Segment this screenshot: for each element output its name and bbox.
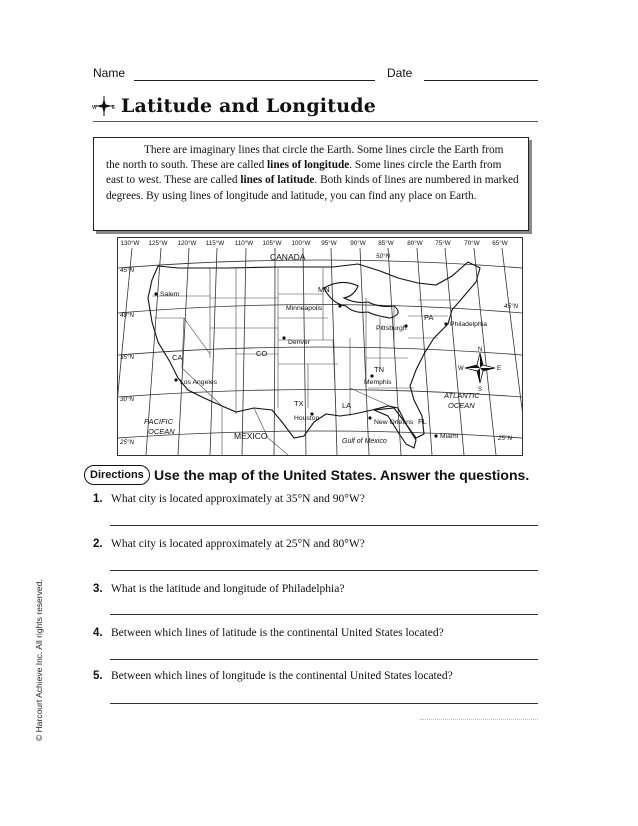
longitude-label: 95°W [321, 240, 337, 247]
state-fl: FL [418, 417, 427, 426]
city-dot-miami [434, 434, 437, 437]
city-dot-philadelphia [444, 322, 447, 325]
question-number: 1. [93, 493, 103, 505]
date-field[interactable] [424, 80, 538, 81]
longitude-line [274, 248, 275, 455]
city-philadelphia: Philadelphia [450, 321, 488, 328]
directions-badge: Directions [84, 465, 150, 485]
us-map-svg [118, 238, 522, 455]
question-number: 5. [93, 670, 103, 682]
question-4 [93, 626, 538, 640]
city-dot-new-orleans [368, 416, 371, 419]
name-label: Name [93, 66, 126, 80]
longitude-label: 110°W [234, 240, 254, 247]
intro-bold-latitude: lines of latitude [240, 174, 315, 187]
city-miami: Miami [440, 433, 459, 440]
canada-label: CANADA [270, 252, 306, 262]
longitude-label: 120°W [177, 240, 197, 247]
answer-line-5[interactable] [110, 703, 538, 704]
question-text: Between which lines of latitude is the continental United States located? [111, 627, 444, 639]
longitude-label: 70°W [464, 240, 480, 247]
longitude-label: 85°W [378, 240, 394, 247]
city-dot-los-angeles [174, 378, 177, 381]
longitude-line [178, 248, 189, 455]
state-tx: TX [294, 399, 304, 408]
pacific-label-1: PACIFIC [144, 417, 174, 426]
page-title: Latitude and Longitude [121, 95, 376, 117]
longitude-label: 90°W [350, 240, 366, 247]
atlantic-label-2: OCEAN [448, 401, 475, 410]
latitude-label-50: 50°N [376, 253, 391, 260]
longitude-line [242, 248, 246, 455]
answer-line-1[interactable] [110, 525, 538, 526]
longitude-label: 100°W [291, 240, 311, 247]
compass-n: N [478, 347, 483, 353]
city-new-orleans: New Orleans [374, 419, 414, 426]
longitude-label: 130°W [120, 240, 140, 247]
city-pittsburgh: Pittsburgh [376, 325, 407, 332]
name-field[interactable] [134, 80, 375, 81]
longitude-line [118, 248, 132, 455]
footer-faint-mark [420, 719, 538, 721]
map-compass-rose-icon [458, 347, 501, 393]
pacific-label-2: OCEAN [148, 427, 175, 436]
date-label: Date [387, 66, 413, 80]
longitude-label: 125°W [148, 240, 168, 247]
longitude-line [360, 248, 369, 455]
great-lakes [324, 282, 398, 318]
answer-line-4[interactable] [110, 659, 538, 660]
longitude-line [445, 248, 464, 455]
question-2 [93, 537, 538, 551]
intro-text-3: . Both kinds of lines are numbered in marked degrees. By using lines of longitude and latitude, you can find any place on Earth. [106, 174, 519, 202]
question-number: 2. [93, 538, 103, 550]
latitude-label-35: 35°N [120, 354, 135, 361]
compass-w: W [458, 366, 464, 372]
longitude-line [303, 248, 306, 455]
longitude-label: 80°W [407, 240, 423, 247]
question-text: Between which lines of longitude is the continental United States located? [111, 670, 453, 682]
intro-text-2: . Some lines circle the Earth from east to west. These are called [106, 159, 502, 187]
latitude-label-40: 40°N [120, 312, 135, 319]
intro-box [93, 137, 529, 231]
mexico-label: MEXICO [234, 431, 268, 441]
longitude-label: 75°W [435, 240, 451, 247]
longitude-label: 115°W [205, 240, 225, 247]
question-3 [93, 582, 538, 596]
longitude-line [210, 248, 217, 455]
gulf-label: Gulf of Mexico [342, 438, 387, 445]
intro-bold-longitude: lines of longitude [267, 159, 350, 172]
latitude-label-right-25: 25°N [498, 435, 513, 442]
directions-text: Use the map of the United States. Answer the questions. [154, 467, 530, 483]
longitude-line [502, 248, 522, 455]
question-number: 4. [93, 627, 103, 639]
latitude-label-30: 30°N [120, 396, 135, 403]
latitude-label-45: 45°N [120, 267, 135, 274]
us-map [117, 237, 523, 456]
question-text: What city is located approximately at 35°N and 90°W? [111, 493, 365, 505]
city-minneapolis: Minneapolis [286, 305, 323, 312]
state-mn: MN [318, 285, 330, 294]
title-divider [93, 121, 538, 122]
state-pa: PA [424, 313, 434, 322]
state-tn: TN [374, 365, 384, 374]
question-number: 3. [93, 583, 103, 595]
question-text: What is the latitude and longitude of Philadelphia? [111, 583, 345, 595]
intro-paragraph [106, 143, 520, 204]
latitude-label-right-45: 45°N [504, 303, 519, 310]
answer-line-3[interactable] [110, 614, 538, 615]
compass-s: S [478, 387, 483, 393]
state-co: CO [256, 349, 268, 358]
city-memphis: Memphis [364, 379, 392, 386]
longitude-label: 65°W [492, 240, 508, 247]
state-ca: CA [172, 353, 183, 362]
compass-e: E [497, 366, 502, 372]
city-dot-salem [154, 292, 157, 295]
latitude-label-25: 25°N [120, 439, 135, 446]
directions-row [84, 464, 544, 486]
intro-text-1: There are imaginary lines that circle the Earth. Some lines circle the Earth from the north to south. These are called [106, 144, 504, 172]
answer-line-2[interactable] [110, 570, 538, 571]
question-1 [93, 492, 538, 506]
city-dot-minneapolis [338, 304, 341, 307]
city-los-angeles: Los Angeles [180, 379, 218, 386]
state-la: LA [342, 401, 352, 410]
compass-rose-icon [92, 95, 116, 117]
svg-text:W: W [92, 105, 97, 111]
atlantic-label-1: ATLANTIC [444, 391, 480, 400]
question-5 [93, 669, 538, 683]
city-houston: Houston [294, 415, 320, 422]
copyright-notice: © Harcourt Achieve Inc. All rights reserved. [34, 579, 44, 741]
city-salem: Salem [160, 291, 180, 298]
city-dot-denver [282, 336, 285, 339]
city-denver: Denver [288, 339, 310, 346]
question-text: What city is located approximately at 25°N and 80°W? [111, 538, 365, 550]
longitude-label: 105°W [262, 240, 282, 247]
city-dot-memphis [370, 374, 373, 377]
longitude-line [331, 248, 337, 455]
svg-text:E: E [112, 105, 116, 111]
